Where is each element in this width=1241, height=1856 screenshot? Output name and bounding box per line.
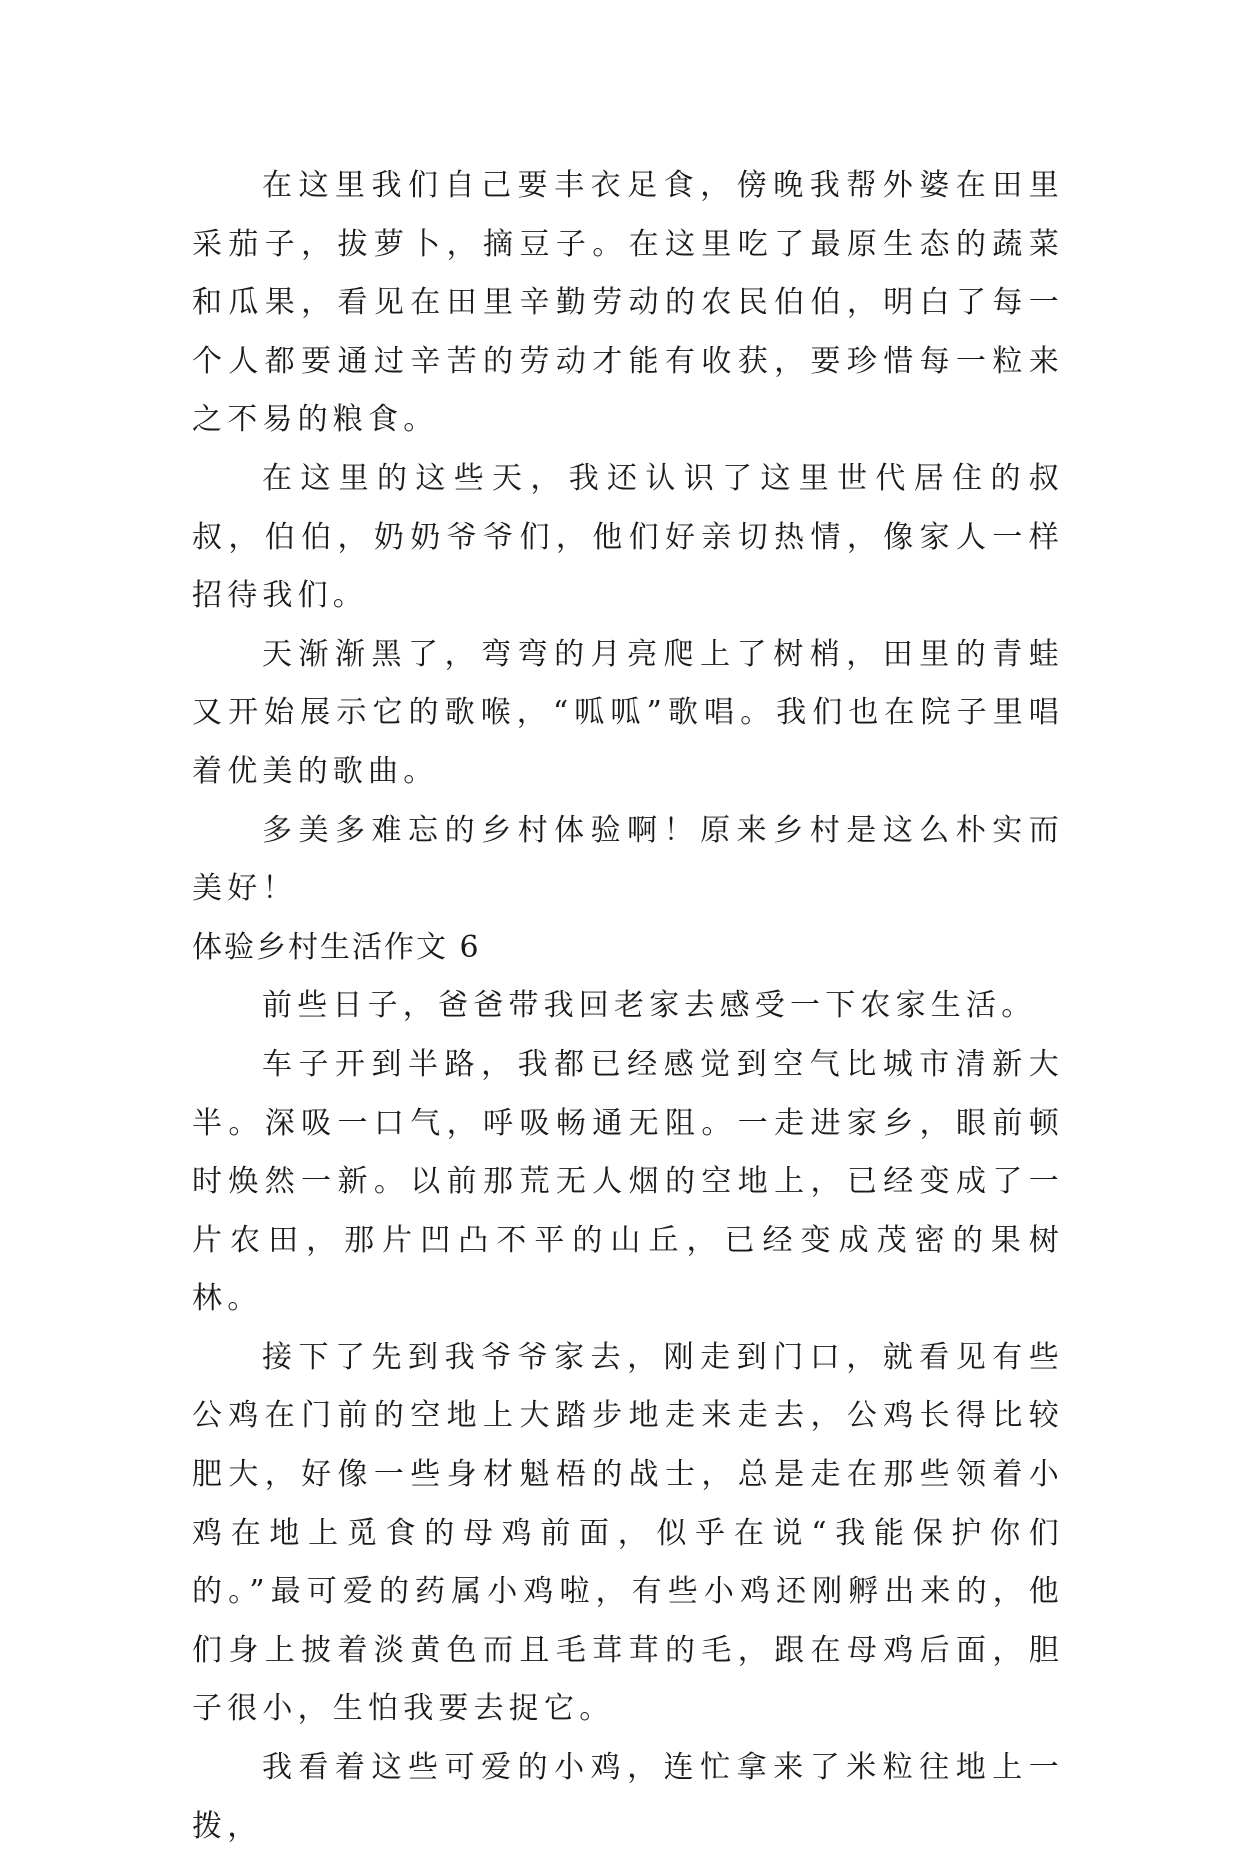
paragraph: 我看着这些可爱的小鸡，连忙拿来了米粒往地上一拨， xyxy=(192,1750,1064,1844)
paragraph: 多美多难忘的乡村体验啊！原来乡村是这么朴实而美好！ xyxy=(192,812,1064,907)
document-body xyxy=(192,157,1064,1856)
paragraph: 在这里的这些天，我还认识了这里世代居住的叔叔，伯伯，奶奶爷爷们，他们好亲切热情，像家人一样招待我们。 xyxy=(192,460,1064,614)
paragraph: 天渐渐黑了，弯弯的月亮爬上了树梢，田里的青蛙又开始展示它的歌喉，“呱呱”歌唱。我们也在院子里唱着优美的歌曲。 xyxy=(192,636,1064,789)
section-heading: 体验乡村生活作文 6 xyxy=(192,929,481,965)
paragraph: 接下了先到我爷爷家去，刚走到门口，就看见有些公鸡在门前的空地上大踏步地走来走去，公鸡长得比较肥大，好像一些身材魁梧的战士，总是走在那些领着小鸡在地上觅食的母鸡前面，似乎在说“我能保护你们的。”最可爱的药属小鸡啦，有些小鸡还刚孵出来的，他们身上披着淡黄色而且毛茸茸的毛，跟在母鸡后面，胆子很小，生怕我要去捉它。 xyxy=(192,1339,1064,1727)
paragraph: 车子开到半路，我都已经感觉到空气比城市清新大半。深吸一口气，呼吸畅通无阻。一走进家乡，眼前顿时焕然一新。以前那荒无人烟的空地上，已经变成了一片农田，那片凹凸不平的山丘，已经变成茂密的果树林。 xyxy=(192,1046,1064,1317)
paragraph: 前些日子，爸爸带我回老家去感受一下农家生活。 xyxy=(262,988,1037,1024)
paragraph: 在这里我们自己要丰衣足食，傍晚我帮外婆在田里采茄子，拔萝卜，摘豆子。在这里吃了最原生态的蔬菜和瓜果，看见在田里辛勤劳动的农民伯伯，明白了每一个人都要通过辛苦的劳动才能有收获，要珍惜每一粒来之不易的粮食。 xyxy=(192,168,1064,438)
